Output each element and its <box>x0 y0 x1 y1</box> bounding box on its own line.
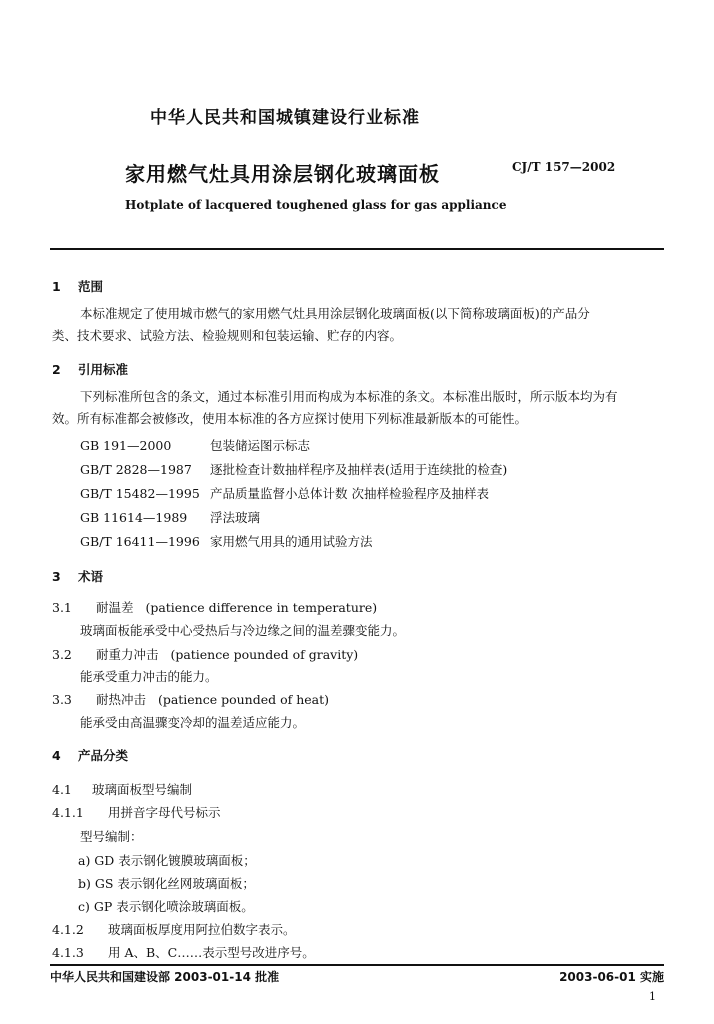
reference-title: 逐批检查计数抽样程序及抽样表(适用于连续批的检查) <box>210 462 508 477</box>
reference-code: GB/T 2828—1987 <box>80 462 192 477</box>
reference-code: GB 191—2000 <box>80 438 172 453</box>
approval-line: 中华人民共和国建设部 2003-01-14 批准 <box>50 970 280 984</box>
standard-number: CJ/T 157—2002 <box>512 160 616 174</box>
standard-title-en: Hotplate of lacquered toughened glass for gas appliance <box>125 198 507 212</box>
section-number: 4 <box>52 748 61 763</box>
term-english: (patience pounded of heat) <box>157 692 330 707</box>
section-2-heading <box>52 360 128 378</box>
reference-item <box>80 484 489 502</box>
reference-code: GB/T 16411—1996 <box>80 534 200 549</box>
reference-title: 浮法玻璃 <box>210 510 261 525</box>
section-2-para-line-1: 下列标准所包含的条文，通过本标准引用而构成为本标准的条文。本标准出版时，所示版本均为有 <box>80 389 618 404</box>
term-name: 耐重力冲击 <box>96 647 159 662</box>
issuing-body-title: 中华人民共和国城镇建设行业标准 <box>150 108 420 128</box>
section-number: 2 <box>52 362 61 377</box>
page-number: 1 <box>649 990 656 1003</box>
clause-number: 4.1.3 <box>52 945 84 960</box>
clause-number: 4.1.1 <box>52 805 84 820</box>
section-3-heading <box>52 567 103 585</box>
reference-item <box>80 508 260 526</box>
reference-item <box>80 436 310 454</box>
model-label: 型号编制： <box>80 829 143 844</box>
section-number: 1 <box>52 279 61 294</box>
section-1-para-line-1: 本标准规定了使用城市燃气的家用燃气灶具用涂层钢化玻璃面板(以下简称玻璃面板)的产品分 <box>80 306 590 321</box>
term-number: 3.2 <box>52 647 72 662</box>
term-definition: 能承受重力冲击的能力。 <box>80 669 218 684</box>
section-number: 3 <box>52 569 61 584</box>
reference-item <box>80 460 507 478</box>
model-option: b) GS 表示钢化丝网玻璃面板； <box>78 876 255 891</box>
clause-4-1-3 <box>52 943 315 961</box>
section-1-heading <box>52 277 103 295</box>
standard-title-cn: 家用燃气灶具用涂层钢化玻璃面板 <box>125 162 440 186</box>
reference-code: GB/T 15482—1995 <box>80 486 200 501</box>
section-title: 产品分类 <box>78 748 129 763</box>
term-english: (patience pounded of gravity) <box>170 647 359 662</box>
clause-text: 用 A、B、C……表示型号改进序号。 <box>108 945 315 960</box>
model-option: c) GP 表示钢化喷涂玻璃面板。 <box>78 899 254 914</box>
clause-4-1-1 <box>52 803 221 821</box>
clause-number: 4.1 <box>52 782 72 797</box>
clause-text: 玻璃面板厚度用阿拉伯数字表示。 <box>108 922 296 937</box>
term-number: 3.1 <box>52 600 72 615</box>
section-title: 术语 <box>78 569 104 584</box>
section-title: 范围 <box>78 279 104 294</box>
section-title: 引用标准 <box>78 362 129 377</box>
section-4-heading <box>52 746 128 764</box>
clause-text: 用拼音字母代号标示 <box>108 805 221 820</box>
term-english: (patience difference in temperature) <box>145 600 378 615</box>
section-1-para-line-2: 类、技术要求、试验方法、检验规则和包装运输、贮存的内容。 <box>52 328 403 343</box>
reference-title: 家用燃气用具的通用试验方法 <box>210 534 373 549</box>
term-3-1 <box>52 598 377 616</box>
header-rule <box>50 248 664 250</box>
model-option: a) GD 表示钢化镀膜玻璃面板； <box>78 853 256 868</box>
term-definition: 能承受由高温骤变冷却的温差适应能力。 <box>80 715 306 730</box>
section-2-para-line-2: 效。所有标准都会被修改，使用本标准的各方应探讨使用下列标准最新版本的可能性。 <box>52 411 528 426</box>
clause-4-1-2 <box>52 920 296 938</box>
clause-number: 4.1.2 <box>52 922 84 937</box>
reference-item <box>80 532 373 550</box>
term-definition: 玻璃面板能承受中心受热后与冷边缘之间的温差骤变能力。 <box>80 623 406 638</box>
term-name: 耐热冲击 <box>96 692 147 707</box>
term-name: 耐温差 <box>96 600 134 615</box>
term-3-2 <box>52 645 358 663</box>
clause-4-1 <box>52 780 192 798</box>
clause-text: 玻璃面板型号编制 <box>92 782 193 797</box>
reference-title: 产品质量监督小总体计数 次抽样检验程序及抽样表 <box>210 486 489 501</box>
term-number: 3.3 <box>52 692 72 707</box>
reference-code: GB 11614—1989 <box>80 510 188 525</box>
reference-title: 包装储运图示标志 <box>210 438 311 453</box>
implementation-date: 2003-06-01 实施 <box>559 970 664 984</box>
term-3-3 <box>52 690 329 708</box>
footer-rule <box>50 964 664 966</box>
